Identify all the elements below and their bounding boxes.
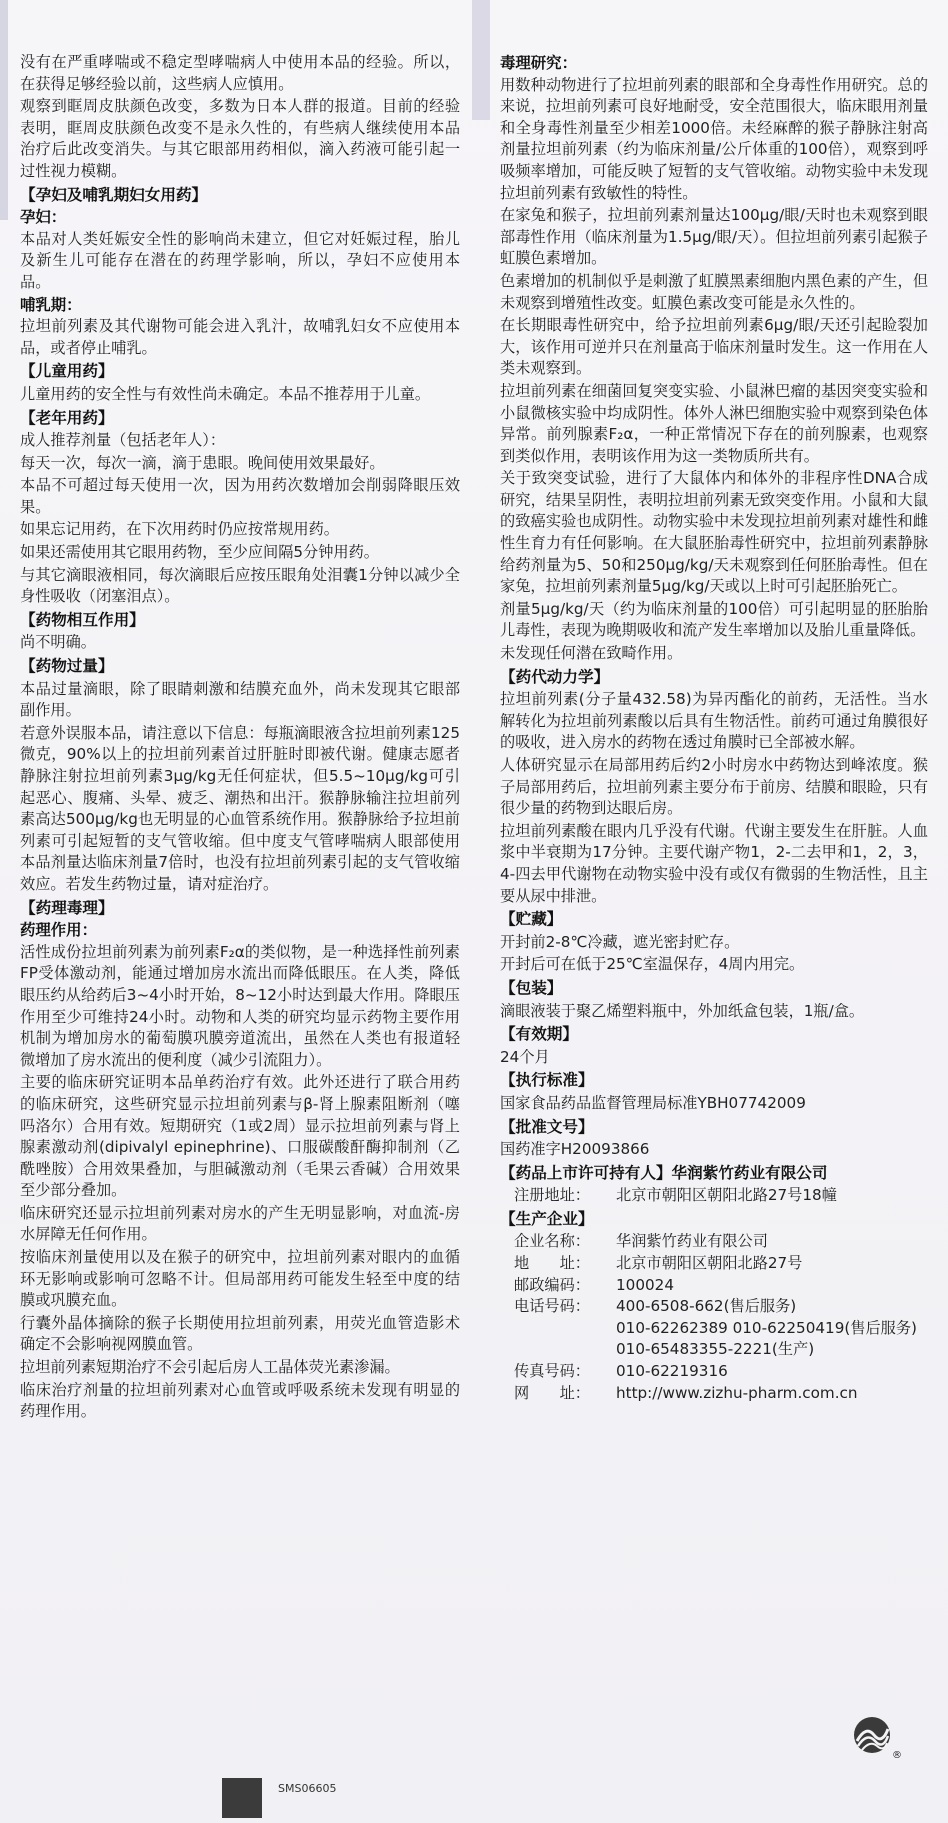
info-row [500, 1253, 928, 1275]
info-value: 北京市朝阳区朝阳北路27号18幢 [616, 1186, 837, 1205]
paragraph: 本品过量滴眼，除了眼睛刺激和结膜充血外，尚未发现其它眼部副作用。 [20, 679, 460, 720]
company-logo-icon [852, 1715, 892, 1755]
registered-mark: ® [892, 1750, 902, 1761]
paragraph: 开封后可在低于25℃室温保存，4周内用完。 [500, 955, 805, 974]
section-heading: 【生产企业】 [500, 1209, 594, 1228]
info-value: 010-62219316 [616, 1362, 728, 1381]
paragraph: 成人推荐剂量（包括老年人）： [20, 431, 226, 450]
info-row [500, 1383, 928, 1405]
paragraph: 拉坦前列素在细菌回复突变实验、小鼠淋巴瘤的基因突变实验和小鼠微核实验中均成阴性。体外人淋巴细胞实验中观察到染色体异常。前列腺素F₂α，一种正常情况下存在的前列腺素，也观察到类似作用，表明该作用为这一类物质所共有。 [500, 381, 928, 465]
paragraph: 剂量5μg/kg/天（约为临床剂量的100倍）可引起明显的胚胎胎儿毒性，表现为晚期吸收和流产发生率增加以及胎儿重量降低。 [500, 599, 928, 640]
info-value: 400-6508-662(售后服务) [616, 1297, 797, 1316]
section-heading: 【药理毒理】 [20, 898, 114, 917]
paragraph: 色素增加的机制似乎是刺激了虹膜黑素细胞内黑色素的产生，但未观察到增殖性改变。虹膜色素改变可能是永久性的。 [500, 271, 928, 312]
info-label: 传真号码： [514, 1362, 590, 1381]
info-value: 北京市朝阳区朝阳北路27号 [616, 1254, 803, 1273]
info-row [500, 1318, 928, 1340]
section-heading: 【批准文号】 [500, 1117, 594, 1136]
paragraph: 本品对人类妊娠安全性的影响尚未建立，但它对妊娠过程，胎儿及新生儿可能存在潜在的药理学影响，所以，孕妇不应使用本品。 [20, 229, 460, 291]
subsection-heading: 哺乳期： [20, 295, 82, 314]
paragraph: 拉坦前列素短期治疗不会引起后房人工晶体荧光素渗漏。 [20, 1358, 400, 1377]
info-row [500, 1339, 928, 1361]
section-heading: 【执行标准】 [500, 1071, 594, 1090]
paragraph: 儿童用药的安全性与有效性尚未确定。本品不推荐用于儿童。 [20, 384, 431, 403]
paragraph: 24个月 [500, 1047, 550, 1066]
info-label: 地 址： [514, 1254, 590, 1273]
paragraph: 若意外误服本品，请注意以下信息：每瓶滴眼液含拉坦前列素125微克，90%以上的拉坦前列素首过肝脏时即被代谢。健康志愿者静脉注射拉坦前列素3μg/kg无任何症状，但5.5~10μg/kg可引起恶心、腹痛、头晕、疲乏、潮热和出汗。猴静脉输注拉坦前列素高达500μg/kg也无明显的心血管系统作用。猴静脉给予拉坦前列素可引起短暂的支气管收缩。但中度支气管哮喘病人眼部使用本品剂量达临床剂量7倍时，也没有拉坦前列素引起的支气管收缩效应。若发生药物过量，请对症治疗。 [20, 723, 460, 893]
print-bleed-left [0, 0, 8, 220]
paragraph: 活性成份拉坦前列素为前列素F₂α的类似物，是一种选择性前列素FP受体激动剂，能通过增加房水流出而降低眼压。在人类，降低眼压约从给药后3~4小时开始，8~12小时达到最大作用。降眼压作用至少可维持24小时。动物和人类的研究均显示药物主要作用机制为增加房水的葡萄膜巩膜旁道流出，虽然在人类也有报道轻微增加了房水流出的便利度（减少引流阻力）。 [20, 942, 460, 1069]
paragraph: 本品不可超过每天使用一次，因为用药次数增加会削弱降眼压效果。 [20, 476, 460, 516]
info-value: http://www.zizhu-pharm.com.cn [616, 1383, 858, 1402]
info-value: 100024 [616, 1275, 674, 1294]
section-heading: 【药物相互作用】 [20, 610, 145, 629]
paragraph: 尚不明确。 [20, 633, 96, 652]
document-code: SMS06605 [278, 1782, 337, 1795]
info-label: 企业名称： [514, 1232, 590, 1251]
section-heading: 【药代动力学】 [500, 667, 610, 686]
section-heading: 【老年用药】 [20, 408, 114, 427]
paragraph: 人体研究显示在局部用药后约2小时房水中药物达到峰浓度。猴子局部用药后，拉坦前列素主要分布于前房、结膜和眼睑，只有很少量的药物到达眼后房。 [500, 756, 928, 818]
info-row [500, 1361, 928, 1383]
paragraph: 如果忘记用药，在下次用药时仍应按常规用药。 [20, 520, 339, 539]
section-heading: 【孕妇及哺乳期妇女用药】 [20, 185, 208, 204]
paragraph: 关于致突变试验，进行了大鼠体内和体外的非程序性DNA合成研究，结果呈阴性，表明拉坦前列素无致突变作用。小鼠和大鼠的致癌实验也成阴性。动物实验中未发现拉坦前列素对雄性和雌性生育力有任何影响。在大鼠胚胎毒性研究中，拉坦前列素静脉给药剂量为5、50和250μg/kg/天未观察到任何胚胎毒性。但在家兔，拉坦前列素剂量5μg/kg/天或以上时可引起胚胎死亡。 [500, 469, 928, 596]
paragraph: 国药准字H20093866 [500, 1140, 650, 1159]
info-row [500, 1275, 928, 1297]
paragraph: 如果还需使用其它眼用药物，至少应间隔5分钟用药。 [20, 543, 379, 562]
left-column [20, 52, 460, 1424]
paragraph: 滴眼液装于聚乙烯塑料瓶中，外加纸盒包装，1瓶/盒。 [500, 1001, 865, 1020]
paragraph: 在长期眼毒性研究中，给予拉坦前列素6μg/眼/天还引起睑裂加大，该作用可逆并只在剂量高于临床剂量时发生。这一作用在人类未观察到。 [500, 316, 928, 378]
paragraph: 没有在严重哮喘或不稳定型哮喘病人中使用本品的经验。所以，在获得足够经验以前，这些病人应慎用。 [20, 53, 460, 93]
paragraph: 临床治疗剂量的拉坦前列素对心血管或呼吸系统未发现有明显的药理作用。 [20, 1380, 460, 1421]
section-heading: 【儿童用药】 [20, 362, 114, 381]
paragraph: 开封前2-8℃冷藏，遮光密封贮存。 [500, 932, 740, 951]
info-row [500, 1185, 928, 1207]
subsection-heading: 毒理研究： [500, 54, 577, 72]
info-label: 网 址： [514, 1383, 590, 1402]
paragraph: 观察到眶周皮肤颜色改变，多数为日本人群的报道。目前的经验表明，眶周皮肤颜色改变不是永久性的，有些病人继续使用本品治疗后此改变消失。与其它眼部用药相似，滴入药液可能引起一过性视力模糊。 [20, 97, 460, 180]
paragraph: 国家食品药品监督管理局标准YBH07742009 [500, 1093, 806, 1112]
info-label: 电话号码： [514, 1297, 590, 1316]
info-value: 010-65483355-2221(生产) [616, 1340, 815, 1359]
print-bleed-center [472, 0, 490, 120]
paragraph: 拉坦前列素及其代谢物可能会进入乳汁，故哺乳妇女不应使用本品，或者停止哺乳。 [20, 317, 460, 357]
info-label: 邮政编码： [514, 1275, 590, 1294]
paragraph: 按临床剂量使用以及在猴子的研究中，拉坦前列素对眼内的血循环无影响或影响可忽略不计。但局部用药可能发生轻至中度的结膜或巩膜充血。 [20, 1248, 460, 1310]
section-heading: 【药物过量】 [20, 657, 114, 676]
paragraph: 主要的临床研究证明本品单药治疗有效。此外还进行了联合用药的临床研究，这些研究显示拉坦前列素与β-肾上腺素阻断剂（噻吗洛尔）合用有效。短期研究（1或2周）显示拉坦前列素与肾上腺素激动剂(dipivalyl epinephrine)、口服碳酸酐酶抑制剂（乙酰唑胺）合用效果叠加，与胆碱激动剂（毛果云香碱）合用效果至少部分叠加。 [20, 1073, 460, 1200]
paragraph: 在家兔和猴子，拉坦前列素剂量达100μg/眼/天时也未观察到眼部毒性作用（临床剂量为1.5μg/眼/天）。但拉坦前列素引起猴子虹膜色素增加。 [500, 206, 928, 268]
paragraph: 拉坦前列素酸在眼内几乎没有代谢。代谢主要发生在肝脏。人血浆中半衰期为17分钟。主要代谢产物1，2-二去甲和1，2，3，4-四去甲代谢物在动物实验中没有或仅有微弱的生物活性，且主要从尿中排泄。 [500, 821, 928, 905]
paragraph: 拉坦前列素(分子量432.58)为异丙酯化的前药，无活性。当水解转化为拉坦前列素酸以后具有生物活性。前药可通过角膜很好的吸收，进入房水的药物在透过角膜时已全部被水解。 [500, 690, 928, 752]
paragraph: 每天一次，每次一滴，滴于患眼。晚间使用效果最好。 [20, 453, 385, 472]
paragraph: 用数种动物进行了拉坦前列素的眼部和全身毒性作用研究。总的来说，拉坦前列素可良好地耐受，安全范围很大，临床眼用剂量和全身毒性剂量至少相差1000倍。未经麻醉的猴子静脉注射高剂量拉坦前列素（约为临床剂量/公斤体重的100倍），观察到呼吸频率增加，可能反映了短暂的支气管收缩。动物实验中未发现拉坦前列素有致敏性的特性。 [500, 75, 928, 202]
color-swatch [222, 1778, 262, 1818]
section-heading: 【有效期】 [500, 1025, 578, 1044]
subsection-heading: 孕妇： [20, 208, 67, 227]
section-heading: 【贮藏】 [500, 910, 563, 929]
info-row [500, 1231, 928, 1253]
paragraph: 行囊外晶体摘除的猴子长期使用拉坦前列素，用荧光血管造影术确定不会影响视网膜血管。 [20, 1313, 460, 1354]
right-column [500, 52, 928, 1404]
section-heading: 【药品上市许可持有人】华润紫竹药业有限公司 [500, 1163, 828, 1182]
info-value: 华润紫竹药业有限公司 [616, 1232, 768, 1251]
subsection-heading: 药理作用： [20, 921, 97, 940]
info-value: 010-62262389 010-62250419(售后服务) [616, 1318, 917, 1337]
info-row [500, 1296, 928, 1318]
paragraph: 未发现任何潜在致畸作用。 [500, 644, 683, 663]
paragraph: 临床研究还显示拉坦前列素对房水的产生无明显影响，对血流-房水屏障无任何作用。 [20, 1203, 460, 1244]
section-heading: 【包装】 [500, 978, 563, 997]
paragraph: 与其它滴眼液相同，每次滴眼后应按压眼角处泪囊1分钟以减少全身性吸收（闭塞泪点）。 [20, 565, 460, 606]
info-label: 注册地址： [514, 1186, 590, 1205]
